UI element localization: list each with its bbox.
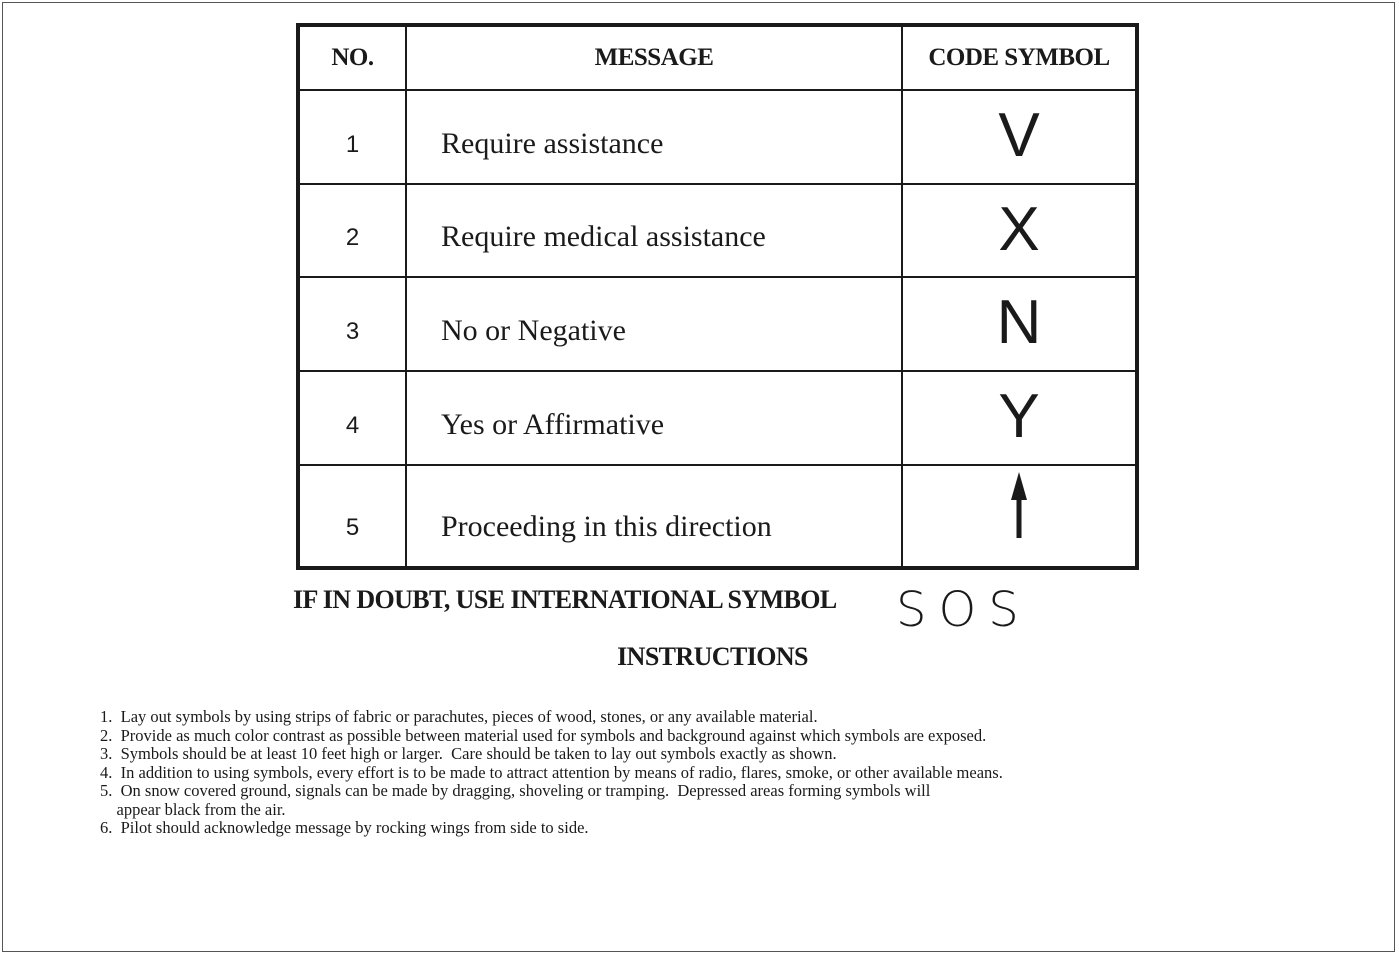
table-row bbox=[298, 371, 1137, 465]
list-item: 4. In addition to using symbols, every effort is to be made to attract attention by means of radio, flares, smoke, or other available means. bbox=[100, 762, 1003, 782]
row-message: No or Negative bbox=[406, 277, 902, 371]
list-item: 6. Pilot should acknowledge message by rocking wings from side to side. bbox=[100, 818, 589, 837]
table-row bbox=[298, 277, 1137, 371]
list-item: 1. Lay out symbols by using strips of fabric or parachutes, pieces of wood, stones, or any available material. bbox=[100, 707, 818, 726]
row-message: Require medical assistance bbox=[406, 184, 902, 278]
ground-to-air-code-table bbox=[296, 23, 1139, 570]
row-code-symbol bbox=[902, 465, 1137, 568]
list-item: 3. Symbols should be at least 10 feet high or larger. Care should be taken to lay out symbols exactly as shown. bbox=[100, 744, 837, 763]
row-number: 4 bbox=[298, 371, 406, 465]
row-code-symbol: V bbox=[902, 90, 1137, 184]
row-number: 2 bbox=[298, 184, 406, 278]
list-item: 2. Provide as much color contrast as possible between material used for symbols and background against which symbols are exposed. bbox=[100, 725, 987, 745]
header-no: NO. bbox=[298, 25, 406, 90]
row-number: 3 bbox=[298, 277, 406, 371]
header-code-symbol: CODE SYMBOL bbox=[902, 25, 1137, 90]
row-message: Yes or Affirmative bbox=[406, 371, 902, 465]
row-message: Require assistance bbox=[406, 90, 902, 184]
table-row bbox=[298, 90, 1137, 184]
row-code-symbol: X bbox=[902, 184, 1137, 278]
row-number: 1 bbox=[298, 90, 406, 184]
doubt-instruction: IF IN DOUBT, USE INTERNATIONAL SYMBOL bbox=[293, 585, 837, 614]
table-row bbox=[298, 184, 1137, 278]
table-row bbox=[298, 465, 1137, 568]
table-header-row bbox=[298, 25, 1137, 90]
list-item: 5. On snow covered ground, signals can be made by dragging, shoveling or tramping. Depressed areas forming symbols will appear black from the air. bbox=[100, 781, 931, 819]
up-arrow-icon bbox=[1007, 472, 1031, 538]
sos-symbol: SOS bbox=[896, 582, 1031, 638]
row-code-symbol: N bbox=[902, 277, 1137, 371]
row-message: Proceeding in this direction bbox=[406, 465, 902, 568]
header-message: MESSAGE bbox=[406, 25, 902, 90]
instructions-title: INSTRUCTIONS bbox=[617, 642, 808, 671]
row-code-symbol: Y bbox=[902, 371, 1137, 465]
instructions-list bbox=[100, 708, 1140, 838]
row-number: 5 bbox=[298, 465, 406, 568]
